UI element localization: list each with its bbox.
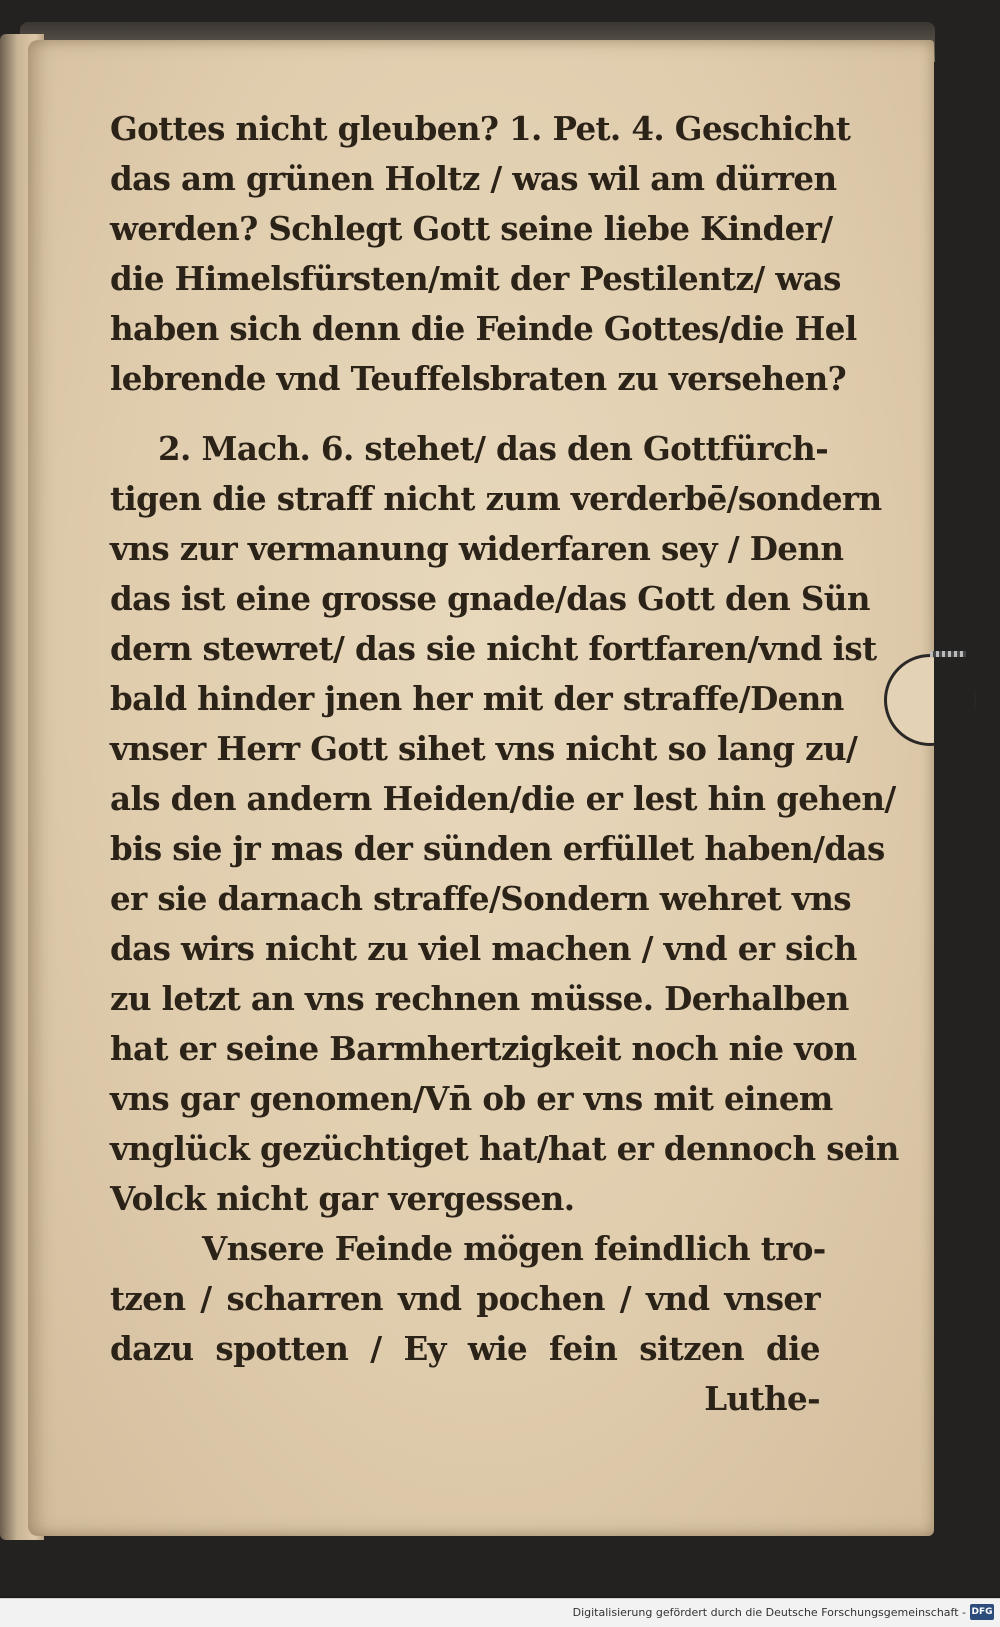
text-line: haben sich denn die Feinde Gottes/die Hel (110, 309, 857, 348)
text-line: vnser Herr Gott sihet vns nicht so lang zu/ (110, 729, 858, 768)
text-line: bald hinder jnen her mit der straffe/Denn (110, 679, 844, 718)
text-line: das am grünen Holtz / was wil am dürren (110, 159, 837, 198)
text-line: vns gar genomen/Vn̄ ob er vns mit einem (110, 1079, 833, 1118)
catchword: Luthe- (704, 1379, 820, 1418)
text-line: er sie darnach straffe/Sondern wehret vns (110, 879, 851, 918)
dfg-logo-icon: DFG (970, 1604, 994, 1620)
text-line: als den andern Heiden/die er lest hin gehen/ (110, 779, 896, 818)
funding-credit: Digitalisierung gefördert durch die Deutsche Forschungsgemeinschaft - (572, 1606, 966, 1619)
text-line: dazu spotten / Ey wie fein sitzen die (110, 1329, 820, 1368)
text-line: bis sie jr mas der sünden erfüllet haben/das (110, 829, 885, 868)
text-line: dern stewret/ das sie nicht fortfaren/vnd ist (110, 629, 877, 668)
text-line: hat er seine Barmhertzigkeit noch nie von (110, 1029, 857, 1068)
text-line: Vnsere Feinde mögen feindlich tro- (202, 1229, 826, 1268)
text-line: Volck nicht gar vergessen. (110, 1179, 575, 1218)
text-line: das ist eine grosse gnade/das Gott den Sün (110, 579, 870, 618)
text-line: tzen / scharren vnd pochen / vnd vnser (110, 1279, 820, 1318)
text-line: vnglück gezüchtiget hat/hat er dennoch sein (110, 1129, 899, 1168)
text-line: lebrende vnd Teuffelsbraten zu versehen? (110, 359, 847, 398)
tab-cover (934, 640, 974, 760)
text-line: werden? Schlegt Gott seine liebe Kinder/ (110, 209, 833, 248)
text-line: das wirs nicht zu viel machen / vnd er sich (110, 929, 857, 968)
text-line: 2. Mach. 6. stehet/ das den Gottfürch- (158, 429, 829, 468)
footer-bar (0, 1598, 1000, 1627)
text-line: die Himelsfürsten/mit der Pestilentz/ was (110, 259, 841, 298)
text-line: Gottes nicht gleuben? 1. Pet. 4. Geschicht (110, 109, 851, 148)
color-strip (930, 651, 966, 657)
text-line: zu letzt an vns rechnen müsse. Derhalben (110, 979, 849, 1018)
text-line: tigen die straff nicht zum verderbē/sondern (110, 479, 882, 518)
page-text (110, 104, 899, 1424)
text-line: vns zur vermanung widerfaren sey / Denn (110, 529, 844, 568)
